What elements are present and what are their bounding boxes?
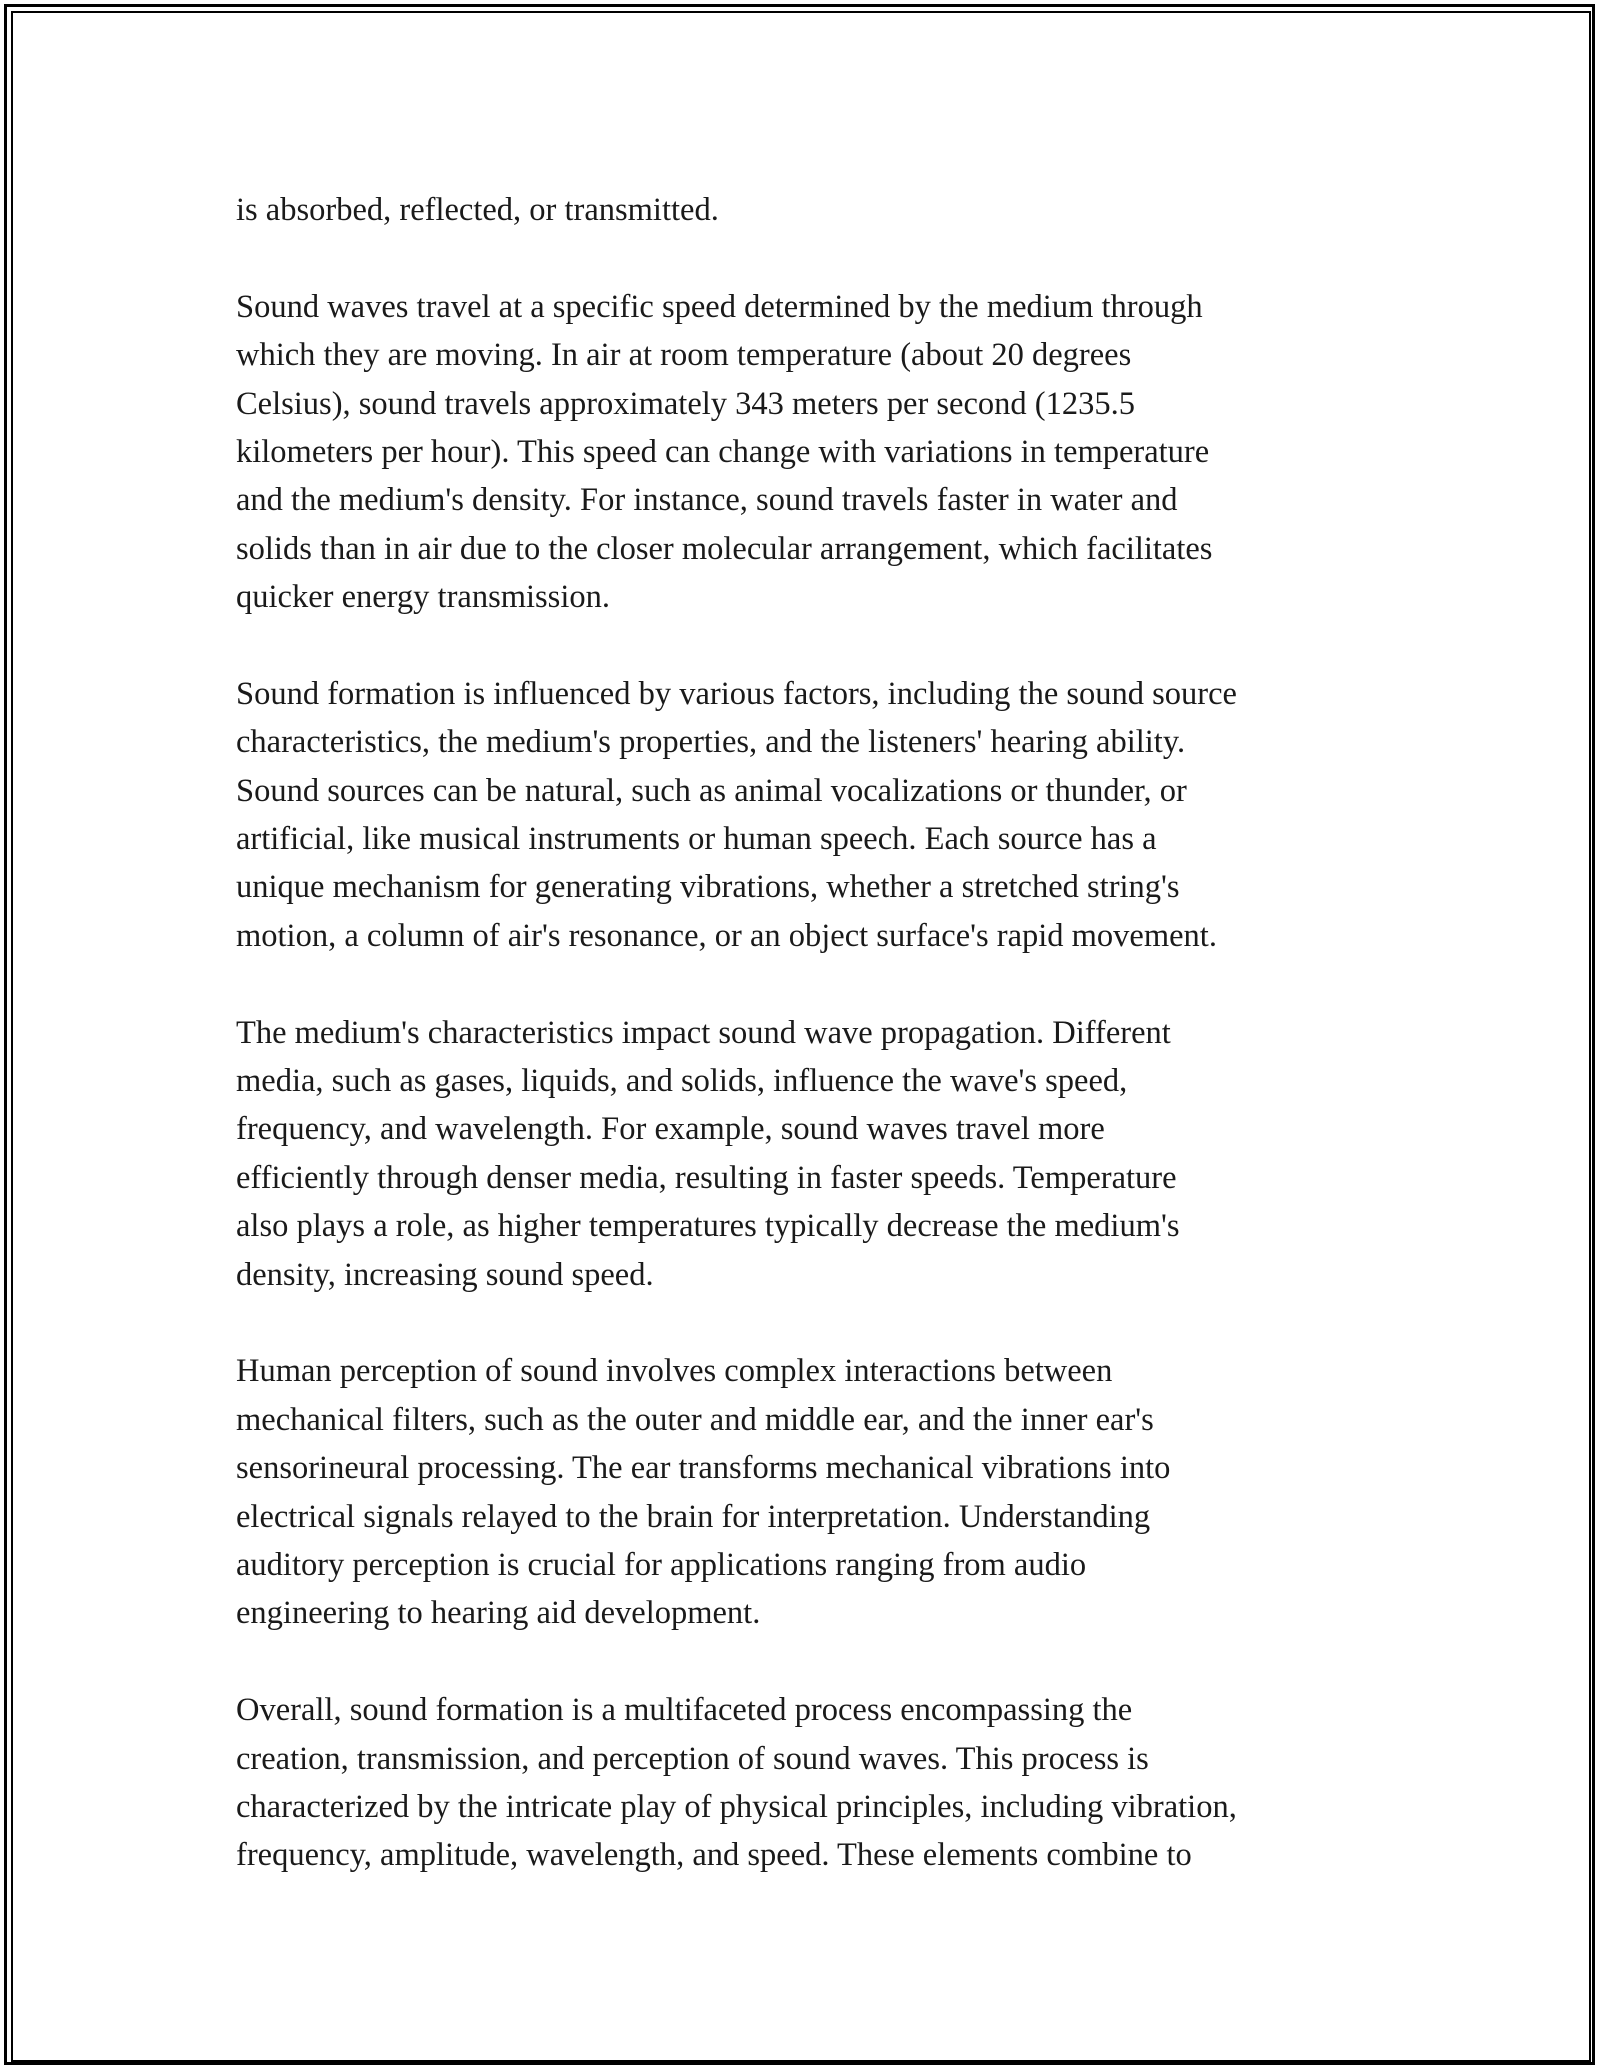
paragraph <box>236 1686 1396 1880</box>
text-line: and the medium's density. For instance, sound travels faster in water and <box>236 482 1178 519</box>
text-line: Sound waves travel at a specific speed determined by the medium through <box>236 288 1203 325</box>
paragraph <box>236 186 1396 234</box>
text-line: characterized by the intricate play of physical principles, including vibration, <box>236 1788 1237 1825</box>
text-line: frequency, and wavelength. For example, sound waves travel more <box>236 1111 1105 1148</box>
text-line: unique mechanism for generating vibrations, whether a stretched string's <box>236 869 1180 906</box>
text-line: also plays a role, as higher temperatures typically decrease the medium's <box>236 1208 1180 1245</box>
paragraph <box>236 1347 1396 1637</box>
text-line: Sound formation is influenced by various factors, including the sound source <box>236 675 1237 712</box>
paragraph <box>236 1009 1396 1299</box>
text-line: characteristics, the medium's properties, and the listeners' hearing ability. <box>236 724 1186 761</box>
text-line: mechanical filters, such as the outer and middle ear, and the inner ear's <box>236 1401 1154 1438</box>
document-body <box>236 186 1396 1880</box>
text-line: quicker energy transmission. <box>236 579 610 616</box>
text-line: kilometers per hour). This speed can change with variations in temperature <box>236 433 1210 470</box>
text-line: motion, a column of air's resonance, or an object surface's rapid movement. <box>236 917 1217 954</box>
paragraph <box>236 670 1396 960</box>
text-line: auditory perception is crucial for applications ranging from audio <box>236 1546 1087 1583</box>
text-line: which they are moving. In air at room temperature (about 20 degrees <box>236 337 1132 374</box>
text-line: artificial, like musical instruments or human speech. Each source has a <box>236 821 1157 858</box>
text-line: media, such as gases, liquids, and solids, influence the wave's speed, <box>236 1063 1128 1100</box>
text-line: Overall, sound formation is a multifaceted process encompassing the <box>236 1692 1133 1729</box>
text-line: is absorbed, reflected, or transmitted. <box>236 192 719 228</box>
text-line: creation, transmission, and perception of sound waves. This process is <box>236 1740 1149 1777</box>
text-line: frequency, amplitude, wavelength, and speed. These elements combine to <box>236 1837 1192 1874</box>
text-line: Sound sources can be natural, such as animal vocalizations or thunder, or <box>236 772 1187 809</box>
text-line: efficiently through denser media, resulting in faster speeds. Temperature <box>236 1159 1177 1196</box>
text-line: engineering to hearing aid development. <box>236 1595 761 1632</box>
text-line: sensorineural processing. The ear transforms mechanical vibrations into <box>236 1450 1171 1487</box>
text-line: density, increasing sound speed. <box>236 1256 654 1293</box>
text-line: solids than in air due to the closer molecular arrangement, which facilitates <box>236 530 1213 567</box>
text-line: The medium's characteristics impact sound wave propagation. Different <box>236 1014 1171 1051</box>
text-line: Human perception of sound involves complex interactions between <box>236 1353 1113 1390</box>
text-line: electrical signals relayed to the brain for interpretation. Understanding <box>236 1498 1151 1535</box>
text-line: Celsius), sound travels approximately 343 meters per second (1235.5 <box>236 385 1135 422</box>
paragraph <box>236 283 1396 622</box>
